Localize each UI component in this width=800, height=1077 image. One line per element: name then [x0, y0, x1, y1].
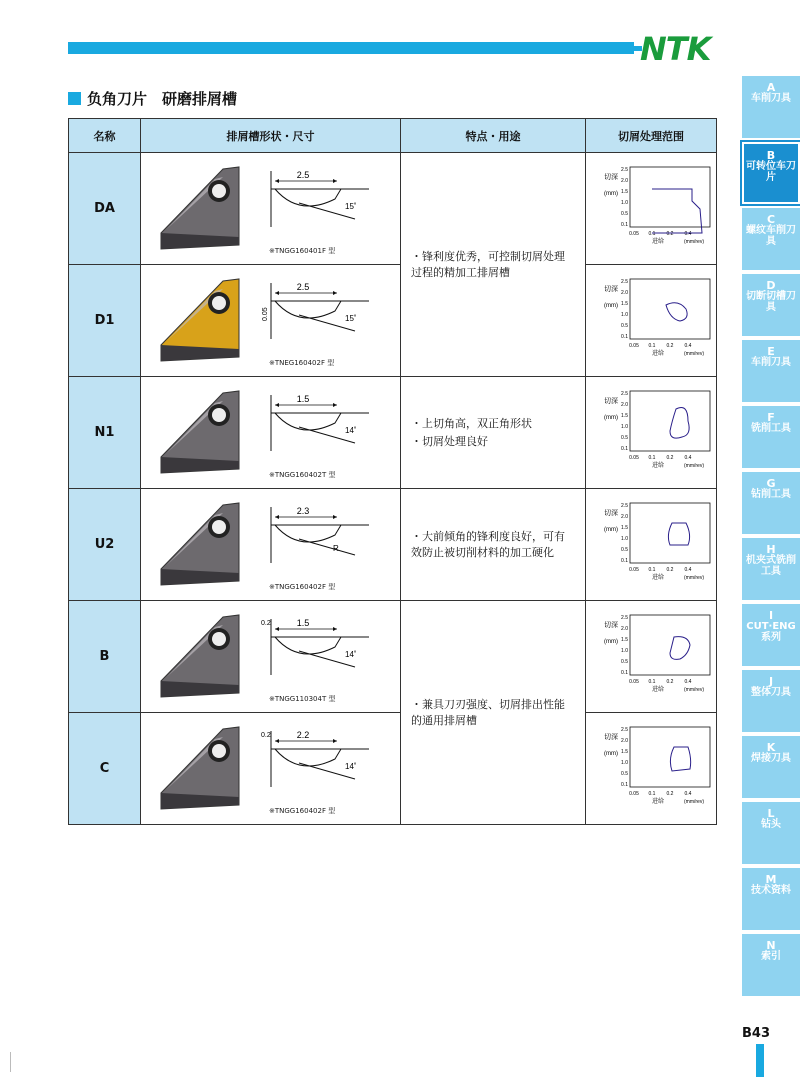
- chip-control-range-chart: [590, 607, 712, 707]
- sidebar-tab-label: 索引: [761, 951, 781, 962]
- chipbreaker-profile-diagram: [259, 495, 399, 595]
- x-tick-label: 0.2: [666, 343, 674, 349]
- model-label: ※TNGG160401F 型: [269, 247, 336, 255]
- x-tick-label: 0.2: [666, 455, 674, 461]
- chip-control-range-chart: [590, 383, 712, 483]
- y-tick-label: 2.0: [621, 738, 628, 744]
- chipbreaker-profile-diagram: [259, 271, 399, 371]
- dimension-width: 1.5: [296, 394, 310, 404]
- x-axis-label: 进给: [651, 463, 665, 469]
- y-tick-label: 0.5: [621, 435, 628, 441]
- y-axis-unit: (mm): [604, 751, 618, 757]
- y-tick-label: 2.5: [621, 167, 628, 173]
- dimension-land: 0.2: [261, 620, 271, 627]
- chipbreaker-profile-diagram: [259, 383, 399, 483]
- x-axis-unit: (mm/rev): [684, 575, 704, 581]
- y-axis-unit: (mm): [604, 639, 618, 645]
- model-label: ※TNGG160402F 型: [269, 583, 336, 591]
- row-shape-cell: [141, 713, 401, 825]
- row-name: U2: [69, 489, 141, 601]
- sidebar-tab-label: 钻头: [761, 819, 781, 830]
- sidebar-tab-letter: G: [766, 477, 776, 490]
- x-axis-label: 进给: [651, 351, 665, 357]
- x-tick-label: 0.1: [648, 231, 656, 237]
- sidebar-tab-c[interactable]: [742, 208, 800, 270]
- x-axis-unit: (mm/rev): [684, 687, 704, 693]
- y-axis-label: 切深: [604, 622, 618, 629]
- x-tick-label: 0.4: [684, 679, 692, 685]
- y-tick-label: 1.0: [621, 536, 628, 542]
- header-range: 切屑处理范围: [586, 119, 717, 153]
- insert-image: [153, 275, 243, 365]
- chip-control-region: [668, 523, 689, 545]
- insert-image: [153, 723, 243, 813]
- row-name: DA: [69, 153, 141, 265]
- chip-control-region: [670, 408, 689, 439]
- table-row: [69, 713, 717, 825]
- row-range-cell: [586, 377, 717, 489]
- sidebar-tab-k[interactable]: [742, 736, 800, 798]
- y-tick-label: 1.5: [621, 637, 628, 643]
- row-shape-cell: [141, 601, 401, 713]
- sidebar-tab-letter: C: [766, 213, 776, 226]
- sidebar-tab-label: 整体刀具: [751, 687, 791, 698]
- sidebar-tab-d[interactable]: [742, 274, 800, 336]
- y-tick-label: 0.5: [621, 547, 628, 553]
- row-shape-cell: [141, 265, 401, 377]
- section-heading: [68, 88, 237, 109]
- page-accent-bar: [756, 1044, 764, 1077]
- page-number: B43: [742, 1026, 770, 1041]
- chipbreaker-profile-diagram: [259, 607, 399, 707]
- sidebar-tab-label: 车削刀具: [751, 93, 791, 104]
- sidebar-tab-label: 车削刀具: [751, 357, 791, 368]
- section-square-icon: [68, 92, 81, 105]
- sidebar-tab-letter: M: [765, 873, 777, 886]
- row-range-cell: [586, 601, 717, 713]
- dimension-width: 2.5: [296, 170, 310, 180]
- insert-image: [153, 163, 243, 253]
- x-tick-label: 0.2: [666, 791, 674, 797]
- y-tick-label: 0.5: [621, 771, 628, 777]
- feature-line: ・上切角高，双正角形状: [411, 416, 532, 430]
- row-shape-cell: [141, 377, 401, 489]
- chip-control-range-chart: [590, 159, 712, 259]
- y-tick-label: 0.1: [621, 334, 628, 340]
- model-label: ※TNEG160402F 型: [269, 359, 335, 367]
- feature-line: ・切屑处理良好: [411, 434, 488, 448]
- row-features-cell: [401, 601, 586, 825]
- y-tick-label: 0.5: [621, 323, 628, 329]
- x-axis-unit: (mm/rev): [684, 799, 704, 805]
- sidebar-tab-letter: N: [766, 939, 776, 952]
- x-tick-label: 0.05: [629, 567, 639, 573]
- sidebar-tab-label: 可转位车刀片: [746, 161, 796, 183]
- dimension-angle: 14˚: [345, 650, 357, 659]
- sidebar-tab-letter: B: [766, 149, 776, 162]
- dimension-width: 2.2: [296, 730, 310, 740]
- y-tick-label: 0.1: [621, 558, 628, 564]
- y-tick-label: 1.5: [621, 525, 628, 531]
- y-axis-label: 切深: [604, 174, 618, 181]
- sidebar-tabs: [742, 76, 800, 1000]
- x-tick-label: 0.05: [629, 343, 639, 349]
- y-tick-label: 1.5: [621, 189, 628, 195]
- table-row: [69, 153, 717, 265]
- y-tick-label: 2.0: [621, 514, 628, 520]
- margin-tick: [10, 1052, 11, 1072]
- dimension-angle: 14˚: [345, 426, 357, 435]
- sidebar-tab-letter: I: [768, 609, 774, 622]
- sidebar-tab-b[interactable]: [742, 142, 800, 204]
- x-tick-label: 0.05: [629, 455, 639, 461]
- x-tick-label: 0.05: [629, 791, 639, 797]
- x-axis-unit: (mm/rev): [684, 463, 704, 469]
- x-tick-label: 0.1: [648, 567, 656, 573]
- x-axis-label: 进给: [651, 239, 665, 245]
- y-tick-label: 0.5: [621, 211, 628, 217]
- y-axis-label: 切深: [604, 398, 618, 405]
- x-tick-label: 0.2: [666, 679, 674, 685]
- dimension-angle: 15˚: [345, 314, 357, 323]
- x-tick-label: 0.05: [629, 231, 639, 237]
- y-axis-label: 切深: [604, 286, 618, 293]
- sidebar-tab-g[interactable]: [742, 472, 800, 534]
- x-axis-label: 进给: [651, 799, 665, 805]
- dimension-width: 2.5: [296, 282, 310, 292]
- x-tick-label: 0.1: [648, 343, 656, 349]
- y-tick-label: 1.5: [621, 413, 628, 419]
- x-tick-label: 0.4: [684, 343, 692, 349]
- chipbreaker-table: [68, 118, 717, 825]
- chip-control-range-chart: [590, 495, 712, 595]
- sidebar-tab-j[interactable]: [742, 670, 800, 732]
- y-tick-label: 0.1: [621, 446, 628, 452]
- y-tick-label: 1.0: [621, 760, 628, 766]
- y-axis-label: 切深: [604, 734, 618, 741]
- dimension-width: 2.3: [296, 506, 310, 516]
- y-axis-unit: (mm): [604, 191, 618, 197]
- chip-control-region: [670, 747, 690, 771]
- y-tick-label: 1.5: [621, 301, 628, 307]
- y-tick-label: 2.5: [621, 391, 628, 397]
- x-axis-label: 进给: [651, 575, 665, 581]
- feature-line: ・锋利度优秀，可控制切屑处理过程的精加工排屑槽: [411, 249, 565, 279]
- row-shape-cell: [141, 489, 401, 601]
- dimension-angle: 14˚: [345, 762, 357, 771]
- sidebar-tab-label: 机夹式铣削工具: [746, 555, 796, 577]
- dimension-radius: R: [333, 544, 339, 553]
- chipbreaker-profile-diagram: [259, 719, 399, 819]
- sidebar-tab-letter: A: [766, 81, 776, 94]
- table-header-row: [69, 119, 717, 153]
- model-label: ※TNGG160402F 型: [269, 807, 336, 815]
- row-range-cell: [586, 265, 717, 377]
- sidebar-tab-label: 钻削工具: [751, 489, 791, 500]
- y-tick-label: 1.0: [621, 424, 628, 430]
- sidebar-tab-a[interactable]: [742, 76, 800, 138]
- insert-image: [153, 499, 243, 589]
- sidebar-tab-i[interactable]: [742, 604, 800, 666]
- sidebar-tab-l[interactable]: [742, 802, 800, 864]
- sidebar-tab-label: 切断切槽刀具: [746, 291, 796, 313]
- sidebar-tab-letter: D: [766, 279, 776, 292]
- x-tick-label: 0.1: [648, 791, 656, 797]
- y-axis-unit: (mm): [604, 415, 618, 421]
- y-tick-label: 1.0: [621, 200, 628, 206]
- x-tick-label: 0.4: [684, 791, 692, 797]
- model-label: ※TNGG160402T 型: [269, 471, 336, 479]
- row-name: C: [69, 713, 141, 825]
- dimension-depth: 0.05: [262, 307, 269, 321]
- sidebar-tab-letter: E: [767, 345, 775, 358]
- insert-image: [153, 387, 243, 477]
- sidebar-tab-letter: F: [767, 411, 775, 424]
- y-tick-label: 2.5: [621, 615, 628, 621]
- row-name: D1: [69, 265, 141, 377]
- x-tick-label: 0.1: [648, 679, 656, 685]
- sidebar-tab-letter: J: [768, 675, 774, 688]
- sidebar-tab-letter: K: [766, 741, 776, 754]
- y-axis-unit: (mm): [604, 303, 618, 309]
- y-tick-label: 1.0: [621, 648, 628, 654]
- x-axis-unit: (mm/rev): [684, 351, 704, 357]
- dimension-land: 0.2: [261, 732, 271, 739]
- sidebar-tab-n[interactable]: [742, 934, 800, 996]
- x-axis-label: 进给: [651, 687, 665, 693]
- row-features-cell: [401, 153, 586, 377]
- feature-line: ・兼具刀刃强度、切屑排出性能的通用排屑槽: [411, 697, 565, 727]
- row-range-cell: [586, 489, 717, 601]
- header-features: 特点・用途: [401, 119, 586, 153]
- sidebar-tab-m[interactable]: [742, 868, 800, 930]
- x-tick-label: 0.2: [666, 231, 674, 237]
- x-tick-label: 0.4: [684, 231, 692, 237]
- row-features-cell: [401, 377, 586, 489]
- sidebar-tab-letter: L: [767, 807, 775, 820]
- insert-image: [153, 611, 243, 701]
- header-shape: 排屑槽形状・尺寸: [141, 119, 401, 153]
- y-tick-label: 1.5: [621, 749, 628, 755]
- chip-control-range-chart: [590, 719, 712, 819]
- table-row: [69, 601, 717, 713]
- table-row: [69, 377, 717, 489]
- row-name: B: [69, 601, 141, 713]
- y-tick-label: 0.1: [621, 782, 628, 788]
- sidebar-tab-label: CUT·ENG 系列: [746, 621, 796, 643]
- header-name: 名称: [69, 119, 141, 153]
- model-label: ※TNGG110304T 型: [269, 695, 336, 703]
- sidebar-tab-h[interactable]: [742, 538, 800, 600]
- y-tick-label: 2.5: [621, 727, 628, 733]
- x-tick-label: 0.4: [684, 567, 692, 573]
- y-tick-label: 2.5: [621, 503, 628, 509]
- y-axis-label: 切深: [604, 510, 618, 517]
- row-shape-cell: [141, 153, 401, 265]
- dimension-width: 1.5: [296, 618, 310, 628]
- brand-logo: NTK: [640, 30, 711, 68]
- y-tick-label: 2.0: [621, 178, 628, 184]
- row-name: N1: [69, 377, 141, 489]
- chip-control-region: [670, 637, 690, 660]
- y-tick-label: 0.1: [621, 222, 628, 228]
- sidebar-tab-f[interactable]: [742, 406, 800, 468]
- sidebar-tab-label: 螺纹车削刀具: [746, 225, 796, 247]
- row-features-cell: [401, 489, 586, 601]
- table-row: [69, 265, 717, 377]
- top-accent-bar: [68, 42, 634, 54]
- y-tick-label: 0.5: [621, 659, 628, 665]
- y-tick-label: 2.0: [621, 290, 628, 296]
- table-row: [69, 489, 717, 601]
- row-range-cell: [586, 713, 717, 825]
- y-tick-label: 0.1: [621, 670, 628, 676]
- x-tick-label: 0.05: [629, 679, 639, 685]
- sidebar-tab-label: 铣削工具: [751, 423, 791, 434]
- y-tick-label: 2.0: [621, 626, 628, 632]
- y-tick-label: 2.5: [621, 279, 628, 285]
- chip-control-range-chart: [590, 271, 712, 371]
- chip-control-region: [652, 189, 702, 233]
- x-tick-label: 0.1: [648, 455, 656, 461]
- section-title: 负角刀片 研磨排屑槽: [87, 90, 238, 108]
- row-range-cell: [586, 153, 717, 265]
- sidebar-tab-label: 技术资料: [751, 885, 791, 896]
- x-tick-label: 0.2: [666, 567, 674, 573]
- sidebar-tab-label: 焊接刀具: [751, 753, 791, 764]
- chip-control-region: [666, 303, 687, 321]
- y-tick-label: 2.0: [621, 402, 628, 408]
- x-axis-unit: (mm/rev): [684, 239, 704, 245]
- y-axis-unit: (mm): [604, 527, 618, 533]
- dimension-angle: 15˚: [345, 202, 357, 211]
- x-tick-label: 0.4: [684, 455, 692, 461]
- feature-line: ・大前倾角的锋利度良好，可有效防止被切削材料的加工硬化: [411, 529, 565, 559]
- chipbreaker-profile-diagram: [259, 159, 399, 259]
- sidebar-tab-e[interactable]: [742, 340, 800, 402]
- y-tick-label: 1.0: [621, 312, 628, 318]
- sidebar-tab-letter: H: [766, 543, 776, 556]
